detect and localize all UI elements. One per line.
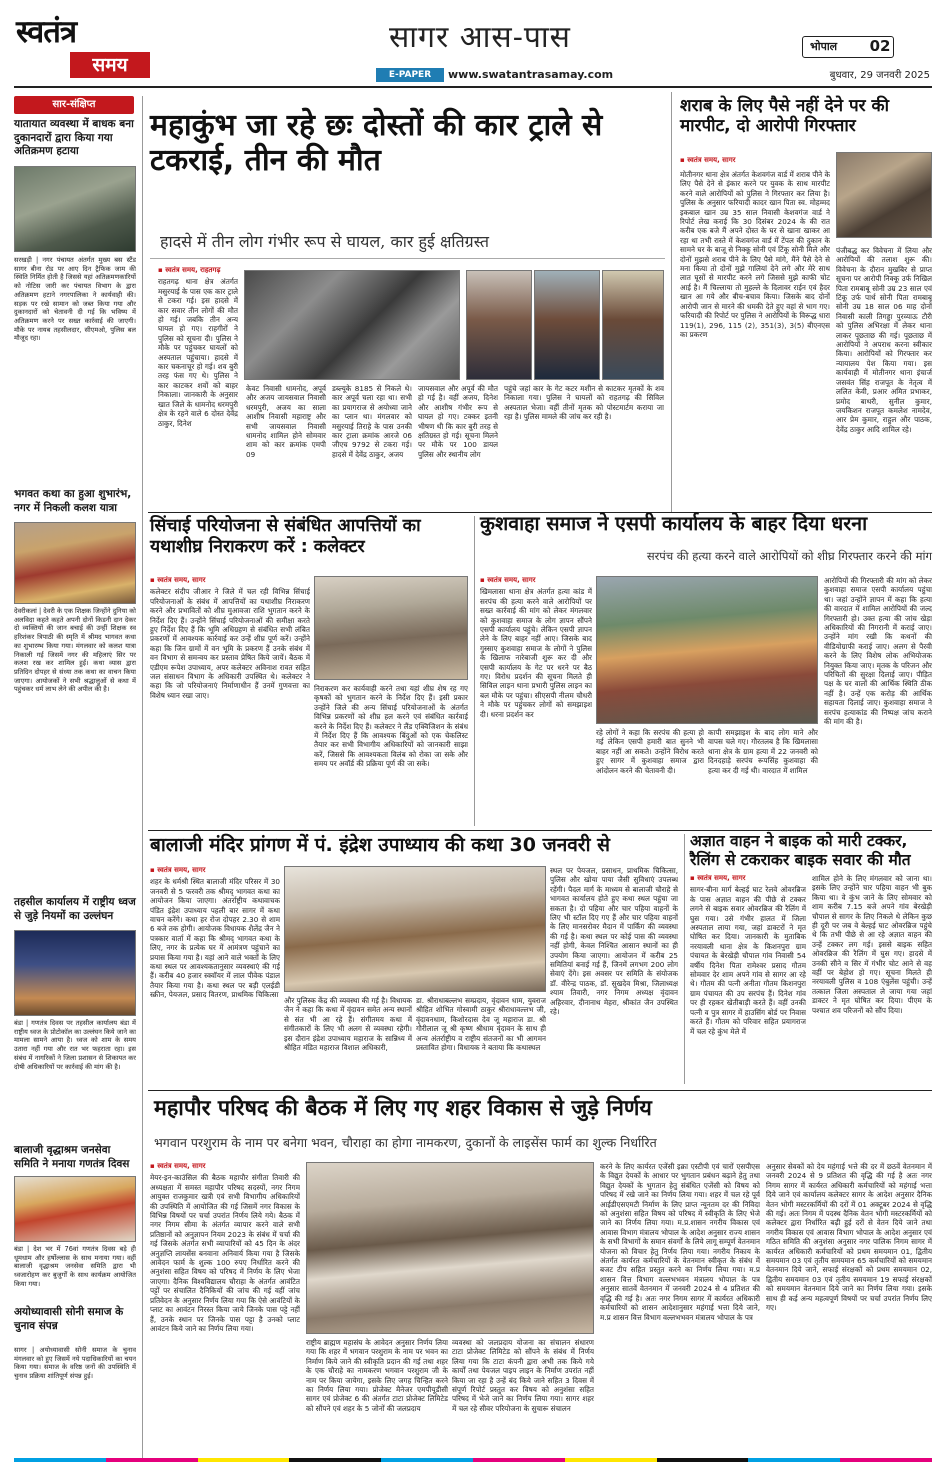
sidebar-photo-kalash-yatra <box>14 522 136 604</box>
article-subhead-kushwaha: सरपंच की हत्या करने वाले आरोपियों को शीघ्र गिरफ्तार करने की मांग <box>646 549 932 563</box>
article-body-sharab-1: मोतीनगर थाना क्षेत्र अंतर्गत केशवगंज वार्ड में शराब पीने के लिए पैसे देने से इंकार करने पर युवक के साथ मारपीट करने वाले आरोपियों को पुलिस ने गिरफ्तार कर लिया है। पुलिस के अनुसार फरियादी कादर खान पिता स्व. मोहम्मद इकबाल खान उम्र 35 साल निवासी केशवगंज वार्ड ने रिपोर्ट लेख कराई कि 30 दिसंबर 2024 के की रात करीब एक बजे मैं अपने दोस्त के घर से खाना खाकर आ रहा था तभी रास्ते में केशवगंज वार्ड में टेंपल की दुकान के सामने घर के बाजू से निक्कू सोनी एवं टिंकू सोनी मिले और दोनों मुझसे शराब पीने के लिए पैसे मांगे, मैंने पैसे देने से मना किया तो दोनों मुझे गालियां देने लगे और मेरे साथ लात घूसों से मारपीट करने लगे जिससे मुझे काफी चोट आई है। मैं चिल्लाया तो मुहल्ले के दिलावर राईन एवं हैदर खान आ गये और बीच-बचाव किया। जिसके बाद दोनों आरोपी जान से मारने की धमकी देते हुए वहां से भाग गए। फरियादी की रिपोर्ट पर पुलिस ने आरोपियों के विरूद्ध धारा 119(1), 296, 115 (2), 351(3), 3(5) बीएनएस का प्रकरण <box>680 170 830 339</box>
section-rule <box>148 830 932 831</box>
article-body-mahapour-3: व्यवस्था को जलप्रदाय योजना का संचालन संधारण टाटा प्रोजेक्ट लिमिटेड को सौंपने के संबंध में निर्णय लिया गया कि टाटा कंपनी द्वारा अभी तक किये गये कार्यों तथा पेयजल पाइप लाइन के निर्माण उपरांत नहीं किया जा रहा है उन्हें बंद किये जाने सहित 3 दिवस में संपूर्ण रिपोर्ट प्रस्तुत कर विषय को अनुशंसा सहित परिषद में भेजे जाने का निर्णय लिया गया। सागर शहर में चल रहे सीवर परियोजना के सुचारू संचालन <box>452 1338 594 1413</box>
edition-label: भोपाल <box>802 36 894 58</box>
dateline: बुधवार, 29 जनवरी 2025 <box>829 70 930 81</box>
epaper-badge: E-PAPER <box>376 68 444 82</box>
article-body-balaji-4: स्थल पर पेयजल, प्रसाधन, प्राथमिक चिकित्सा, पुलिस और खोया पाया जैसी सुविधाएं उपलब्ध रहेंगी। पैदल मार्ग के माध्यम से बालाजी चौराहे से भागवत कार्यालय होते हुए कथा स्थल पहुंचा जा सकता है। दो पहिया और चार पहिया वाहनों के लिए भी स्टॉल दिए गए हैं और चार पहिया वाहनों के लिए मानसरोवर मैदान में पार्किंग की व्यवस्था की गई है। कथा स्थल पर कोई पास की व्यवस्था नहीं होगी, केवल निश्चित आसान स्थानों का ही उपयोग किया जाएगा। आयोजन में करीब 25 समितियां बनाई गई हैं, जिनमें लगभग 200 लोग सेवाएं देंगे। इस अवसर पर समिति के संयोजक डॉ. वीरेन्द्र पाठक, डॉ. सुखदेव मिश्रा, जिलाध्यक्ष श्याम तिवारी, नगर निगम अध्यक्ष वृंदावन अहिरवार, दीनानाथ मेहरा, श्रीकांत जैन उपस्थित रहे। <box>550 866 678 1017</box>
rule <box>150 258 665 259</box>
sidebar-photo-encroachment <box>14 166 136 252</box>
article-body-balaji-3: डा. श्रीराधाबल्लभ सम्प्रदाय, वृंदावन धाम, युवराज श्रीहित शोभित गोस्वामी ठाकुर श्रीराधावल्लभ जी, वृंदावनधाम, किशोरदास देव जू महाराज डा. श्री गौरीलाल जू श्री कृष्ण श्रीधाम वृंदावन के साथ ही अन्य अंतर्राष्ट्रीय व राष्ट्रीय संतजनों का भी आगमन प्रस्तावित होगा। विधायक ने बताया कि कथास्थल <box>416 996 546 1053</box>
sidebar-tag: सार-संक्षिप्त <box>14 96 134 114</box>
photo-victim-1 <box>466 270 532 380</box>
article-headline-mahakumbh[interactable]: महाकुंभ जा रहे छः दोस्तों की कार ट्राले से टकराई, तीन की मौत <box>150 108 603 179</box>
sidebar-body-1: सरखड़ी | नगर पंचायत अंतर्गत मुख्य बस स्टैंड सागर बीना रोड पर आए दिन ट्रैफिक जाम की स्थिति निर्मित होती है जिससे यहां अतिक्रमणकारियों को नोटिस जारी कर पंचायत विभाग के द्वारा अतिक्रमण हटाने नगरपालिका ने कार्यवाही की। सड़क पर रखे सामान को जब्त किया गया और दुकानदारों को चेतावनी दी गई कि भविष्य में अतिक्रमण करने पर सख्त कार्रवाई की जाएगी। मौके पर नायब तहसीलदार, सीएमओ, पुलिस बल मौजूद रहा। <box>14 256 136 343</box>
article-body-mahakumbh-2: केवट निवासी धामनोद, अपूर्व और अजय जायसवाल निवासी धरमपुरी, अजय का साला आशीष निवासी महाराष्ट्र और सभी जायसवाल निवासी धामनोद शामिल होने सोमवार शाम को कार क्रमांक एमपी 09 <box>246 384 326 459</box>
column-divider <box>474 516 475 826</box>
article-byline-sharab: ▪ स्वतंत्र समय, सागर <box>680 156 830 180</box>
article-body-mahakumbh-5: पहुंचे जहां कार के गेट कटर मशीन से काटकर मृतकों के शव निकाला गया। पुलिस ने घायलों को राहतगढ़ की सिविल अस्पताल भेजा। वहीं तीनों मृतक को पोस्टमार्टम कराया जा रहा है। पुलिस मामले की जांच कर रही है। <box>504 384 664 422</box>
sidebar-headline-4[interactable]: बालाजी वृद्धाश्रम जनसेवा समिति ने मनाया गणतंत्र दिवस <box>14 1144 130 1170</box>
article-subhead-mahapour: भगवान परशुराम के नाम पर बनेगा भवन, चौराहा का होगा नामकरण, दुकानों के लाइसेंस फार्म का शुल्क निर्धारित <box>154 1135 657 1150</box>
article-body-mahakumbh-4: जायसवाल और अपूर्व की मौत हो गई है। वहीं अजय, दिनेश और आशीष गंभीर रूप से घायल हो गए। टक्कर इतनी भीषण थी कि कार बुरी तरह से क्षतिग्रस्त हो गई। सूचना मिलने पर मौके पर 100 डायल पुलिस और स्थानीय लोग <box>418 384 498 459</box>
photo-victim-2 <box>534 270 600 380</box>
website-link[interactable]: www.swatantrasamay.com <box>448 68 614 81</box>
section-rule <box>148 1090 932 1091</box>
sidebar-body-4: बंडा | देश भर में 76वां गणतंत्र दिवस बड़े ही धूमधाम और हर्षोल्लास के साथ मनाया गया। वहीं बालाजी वृद्धाश्रम जनसेवा समिति द्वारा भी ध्वजारोहण कर बुजुर्गों के साथ कार्यक्रम आयोजित किया गया। <box>14 1245 136 1288</box>
column-divider <box>684 834 685 1084</box>
article-headline-agyat[interactable]: अज्ञात वाहन ने बाइक को मारी टक्कर, रैलिंग से टकराकर बाइक सवार की मौत <box>690 832 911 869</box>
article-body-mahapour-5: अनुसार सेवकों को देय महंगाई भत्ते की दर में छठवें वेतनमान में जनवरी 2024 से 9 प्रतिशत की वृद्धि की गई है अतः नगर निगम सागर में कार्यरत अधिकारी कर्मचारियों को महंगाई भत्ता दिये जाने एवं कार्यालय कलेक्टर सागर के आदेश अनुसार दैनिक वेतन भोगी मस्टरकर्मियों की दरों में 01 अक्टूबर 2024 से वृद्धि की गई। अतः निगम में पदस्थ दैनिक वेतन भोगी मस्टरकर्मियों को कलेक्टर द्वारा निर्धारित बढ़ी हुई दरों से वेतन दिये जाने तथा नगरीय विकास एवं आवास विभाग भोपाल के आदेश अनुसार एवं गठित समिति की अनुशंसा अनुसार नगर पालिक निगम सागर में कार्यरत अधिकारी कर्मचारियों को प्रथम समयमान 01, द्वितीय समयमान 03 एवं तृतीय समयमान 65 कर्मचारियों को समयमान वेतनमान दिये जाने, सफाई संरक्षकों को प्रथम समयमान 02, द्वितीय समयमान 03 एवं तृतीय समयमान 19 सफाई संरक्षकों को समयमान वेतनमान दिये जाने का निर्णय लिया गया। इसके साथ ही कई अन्य महत्वपूर्ण विषयों पर चर्चा उपरांत निर्णय लिए गए। <box>766 1162 932 1313</box>
newspaper-logo-top: स्वतंत्र <box>16 14 77 50</box>
article-body-mahapour-2: राष्ट्रीय ब्राह्मण महासंघ के आवेदन अनुसार निर्णय लिया गया कि शहर में भगवान परशुराम के नाम पर भवन का निर्माण किये जाने की स्वीकृति प्रदान की गई तथा शहर के एक चौराहे का नामकरण भगवान परशुराम जी के नाम पर किया जायेगा, इसके लिए जगह चिन्हित करने का निर्णय लिया गया। प्रोजेक्ट मैनेजर एमपीयूडीसी सागर एवं प्रोजेक्ट 6 की अंतर्गत टाटा प्रोजेक्ट लिमिटेड को सौंपने एवं शहर के 5 जोनों की जलप्रदाय <box>306 1338 448 1413</box>
sidebar-headline-3[interactable]: तहसील कार्यालय में राष्ट्रीय ध्वज से जुड़े नियमों का उल्लंघन <box>14 896 136 922</box>
article-body-kushwaha-3: कापी समझाइश के बाद लोग माने और वापस चले गए। गौरतलब है कि खिमलासा थाना क्षेत्र के ग्राम हत्या में 22 जनवरी को दिनदहाड़े सरपंच रूपसिंह कुशवाहा की हत्या कर दी गई थी। वारदात में शामिल <box>708 728 818 775</box>
article-body-sinchai-2: निराकरण कर कार्यवाही करने तथा यहां शीघ्र शेष रह गए कृषकों को भुगतान करने के निर्देश दिए हैं। इसी प्रकार उन्होंने जिले की अन्य सिंचाई परियोजनाओं के अंतर्गत विभिन्न प्रकरणों को शीघ्र हल करने एवं संबंधित कार्रवाई करने के निर्देश दिए हैं। कलेक्टर ने लैंड एक्विजिशन के संबंध में निर्देश दिए हैं कि आवश्यक बिंदुओं को एक चेकलिस्ट तैयार कर सभी विभागीय अधिकारियों को जानकारी साझा करें, जिससे कि आवश्यकता विलंब को रोका जा सके और समय पर अवॉर्ड की प्रक्रिया पूर्ण की जा सके। <box>314 684 468 769</box>
article-body-mahakumbh-3: डब्ल्यूके 8185 से निकले थे। कार अपूर्व चला रहा था। सभी का प्रयागराज से अयोध्या जाने का प्लान था। मंगलवार को मसुरयाई तिराहे के पास उनकी कार ट्राला क्रमांक आरजे 06 जीएच 9792 से टकरा गई। हादसे में देवेंद्र ठाकुर, अजय <box>332 384 412 459</box>
photo-dharna <box>596 576 818 724</box>
section-title: सागर आस-पास <box>389 20 571 55</box>
article-headline-balaji[interactable]: बालाजी मंदिर प्रांगण में पं. इंद्रेश उपाध्याय की कथा 30 जनवरी से <box>150 834 610 856</box>
sidebar-photo-tehsil-flag <box>14 930 136 1016</box>
sidebar-headline-5[interactable]: अयोध्यावासी सोनी समाज के चुनाव संपन्न <box>14 1306 124 1332</box>
article-body-kushwaha-2: रहे लोगों ने कहा कि सरपंच की हत्या हो गई लेकिन एसपी हमारी बात सुनने भी बाहर नहीं आ सकते। उन्होंने विरोध करते हुए सागर में कुशवाहा समाज द्वारा आंदोलन करने की चेतावनी दी। <box>596 728 704 775</box>
sidebar-headline-2[interactable]: भगवत कथा का हुआ शुभारंभ, नगर में निकली कलश यात्रा <box>14 488 132 514</box>
page-number: 02 <box>869 37 891 55</box>
article-body-kushwaha-1: ▪ स्वतंत्र समय, सागर खिमलासा थाना क्षेत्र अंतर्गत हत्या कांड में सरपंच की हत्या करने वाले आरोपियों पर सख्त कार्रवाई की मांग को लेकर मंगलवार को कुशवाहा समाज के लोग ज्ञापन सौंपने एसपी कार्यालय पहुंचे। लेकिन एसपी ज्ञापन लेने के लिए बाहर नहीं आए। जिसके बाद गुस्साए कुशवाहा समाज के लोगों ने पुलिस के खिलाफ नारेबाजी शुरू कर दी और एसपी कार्यालय के गेट पर धरने पर बैठ गए। विरोध प्रदर्शन की सूचना मिलते ही सिविल लाइन थाना प्रभारी पुलिस लाइन का बल मौके पर पहुंचा। सीएसपी नीलम चौधरी ने मौके पर पहुंचकर लोगों को समझाइश दी। धरना प्रदर्शन कर <box>480 576 592 826</box>
article-headline-mahapour[interactable]: महापौर परिषद की बैठक में लिए गए शहर विकास से जुड़े निर्णय <box>154 1096 652 1121</box>
article-body-agyat-1: ▪ स्वतंत्र समय, सागर सागर-बीना मार्ग बेल्हई घाट रेलवे ओवरब्रिज के पास अज्ञात वाहन की पीछे से टक्कर लगने से बाइक सवार ओवरब्रिज की रैलिंग में घुस गया। उसे गंभीर हालत में जिला अस्पताल लाया गया, जहां डाक्टरों ने मृत घोषित कर दिया। जानकारी के मुताबिक नरयावली थाना क्षेत्र के किशनपुरा ग्राम पंचायत के बेरखेड़ी चौपाल गांव निवासी 54 वर्षीय दिनेश पिता रामेश्वर प्रसाद गौतम सोमवार देर शाम अपने गांव से सागर आ रहे थे। गौतम की पत्नी अनीता गौतम किशनपुरा ग्राम पंचायत की उप सरपंच हैं। दिनेश गांव पर ही रहकर खेतीबाड़ी करते हैं। वहीं उनकी पत्नी व पुत्र सागर में हाउसिंग बोर्ड पर निवास करते हैं। गौतम को परिवार सहित प्रयागराज में चल रहे कुंभ मेले में <box>690 874 806 1084</box>
photo-press-conference <box>284 866 546 992</box>
article-body-sinchai-1: ▪ स्वतंत्र समय, सागर कलेक्टर संदीप जीआर ने जिले में चल रही विभिन्न सिंचाई परियोजनाओं के संबंध में आपत्तियों का यथाशीघ्र निराकरण करने और प्रभावितों को शीघ्र मुआवजा राशि भुगतान करने के निर्देश दिए हैं। उन्होंने सिंचाई परियोजनाओं की समीक्षा करते हुए निर्देश दिए हैं कि भूमि अधिग्रहण से संबंधित सभी लंबित प्रकरणों में आवश्यक कार्रवाई कर उन्हें शीघ्र पूर्ण करें। उन्होंने कहा कि जिन ग्रामों में वन भूमि के प्रकरण हैं उनके संबंध में वन विभाग से समन्वय कर प्रस्ताव प्रेषित किये जायें। बैठक में एडीएम रूपेश उपाध्याय, अपर कलेक्टर अविनाश रावत सहित जल संसाधन विभाग के अधिकारी उपस्थित थे। कलेक्टर ने कहा कि जो परियोजनाएं निर्माणाधीन हैं उनमें गुणवत्ता का विशेष ध्यान रखा जाए। <box>150 576 310 826</box>
masthead-rule <box>14 86 932 88</box>
article-body-mahapour-1: ▪ स्वतंत्र समय, सागर मेयर-इन-काउंसिल की बैठक महापौर संगीता तिवारी की अध्यक्षता में समस्त महापौर परिषद सदस्यों, नगर निगम आयुक्त राजकुमार खत्री एवं सभी विभागीय अधिकारियों की उपस्थिति में आयोजित की गई जिसमें नगर विकास के विभिन्न विषयों पर चर्चा उपरांत निर्णय लिये गये। बैठक में नगर निगम सीमा के अंतर्गत व्यापार करने वाले सभी प्रतिष्ठानों को अनुज्ञापन नियम 2023 के संबंध में चर्चा की गई जिसके अंतर्गत सभी व्यापारियों को 45 दिन के अंदर अनुज्ञप्ति लायसेंस बनवाना अनिवार्य किया गया है जिसके आवेदन फार्म के शुल्क 100 रुपए निर्धारित करने की अनुशंसा सहित विषय को परिषद में निर्णय के लिए भेजा जाएगा। दैनिक विश्वविद्यालय चौराहा के अंतर्गत आवंटित पट्टों पर संचालित दैनिकियों की जांच की गई वहीं जांच प्रतिवेदन के अनुसार निर्णय लिया गया कि ऐसे आवंटियों के प्लाट का आवंटन निरस्त किया जाये जिनके पास पट्टे नहीं हैं, उनके स्थान पर जिनके पास पट्टा है उनको प्लाट आवंटन किये जाने का निर्णय लिया गया। <box>150 1162 300 1454</box>
article-headline-sharab[interactable]: शराब के लिए पैसे नहीं देने पर की मारपीट, दो आरोपी गिरफ्तार <box>680 96 889 137</box>
sidebar-divider <box>142 96 143 1458</box>
article-headline-kushwaha[interactable]: कुशवाहा समाज ने एसपी कार्यालय के बाहर दिया धरना <box>480 512 868 535</box>
photo-collector-meeting <box>314 576 468 680</box>
article-body-balaji-1: ▪ स्वतंत्र समय, सागर शहर के धर्मश्री स्थित बालाजी मंदिर परिसर में 30 जनवरी से 5 फरवरी तक श्रीमद् भागवत कथा का आयोजन किया जाएगा। अंतर्राष्ट्रीय कथावाचक पंडित इंद्रेश उपाध्याय पहली बार सागर में कथा वाचन करेंगे। कथा हर रोज दोपहर 2.30 से शाम 6 बजे तक होगी। आयोजक विधायक शैलेंद्र जैन ने पत्रकार वार्ता में कहा कि श्रीमद् भागवत कथा के लिए, नगर के प्रत्येक घर में आमंत्रण पहुंचाने का प्रयास किया गया है। यहां आने वाले भक्तों के लिए कथा स्थल पर आवश्यकतानुसार व्यवस्थाएं की गई हैं। करीब 40 हजार स्क्वॉयर में लाल पीवेक पंडाल तैयार किया गया है। कथा स्थल पर बड़ी एलईडी स्क्रीन, पेयजल, प्रसाद वितरण, प्राथमिक चिकित्सा <box>150 866 280 1084</box>
article-body-agyat-2: शामिल होने के लिए मंगलवार को जाना था। इसके लिए उन्होंने चार पहिया वाहन भी बुक किया था। वे कुंभ जाने के लिए सोमवार को शाम करीब 7.15 बजे अपने गांव बेरखेड़ी चौपाल से सागर के लिए निकले थे लेकिन कुछ ही दूरी पर जब वे बेल्हई घाट ओवरब्रिज पहुंचे थे कि तभी पीछे से आ रहे अज्ञात वाहन की उन्हें टक्कर लग गई। इससे बाइक सहित ओवरब्रिज की रैलिंग में घुस गए। हादसे में उनकी सीने व सिर में गंभीर चोट आने से वह वहीं पर बेहोश हो गए। सूचना मिलते ही नरयावली पुलिस व 108 एंबुलेंस पहुंची। उन्हें तत्काल जिला अस्पताल ले जाया गया जहां डाक्टर ने मृत घोषित कर दिया। पीएम के पश्चात शव परिजनों को सौंप दिया। <box>812 874 932 1015</box>
newspaper-logo-bottom: समय <box>70 52 150 78</box>
article-body-kushwaha-4: आरोपियों की गिरफ्तारी की मांग को लेकर कुशवाहा समाज एसपी कार्यालय पहुंचा था। जहां उन्होंने ज्ञापन में कहा कि हत्या की वारदात में शामिल आरोपियों की जल्द गिरफ्तारी हो। उक्त हत्या की जांच खेड़ा अधिकारियों की निगरानी में कराई जाए। उन्होंने मांग रखी कि कथनों की वीडियोग्राफी कराई जाए। अलग से पैरवी करने के लिए विशेष लोक अभियोजक नियुक्त किया जाए। मृतक के परिजन और परिचितों की सुरक्षा दिलाई जाए। पीड़ित पक्ष के घर वालों की आर्थिक स्थिति ठीक नहीं है। उन्हें एक करोड़ की आर्थिक सहायता दिलाई जाए। कुशवाहा समाज ने सरपंच हत्याकांड की निष्पक्ष जांच कराने की मांग की है। <box>824 576 932 727</box>
print-color-bar <box>14 1458 932 1462</box>
article-body-balaji-2: और पुलिस्क केंद्र की व्यवस्था की गई है। विधायक जैन ने कहा कि कथा में वृंदावन समेत अन्य स्थानों से संत भी आ रहे हैं। संगीतमय कथा में संगीतकारों के लिए भी अलग से व्यवस्था रहेगी। इस दौरान इंद्रेश उपाध्याय महाराज के सान्निध्य में श्रीहित मंडित महाराज विशाल अधिकारी, <box>284 996 412 1053</box>
sidebar-photo-vriddhashram <box>14 1176 136 1242</box>
article-body-mahapour-4: करने के लिए कार्यरत एजेंसी इक्रा एस्टीपी एवं चारों एसपीएस के विद्युत देयकों के आधार पर भुगतान प्रबंधन बढ़ाने हेतु तथा विद्युत देयकों के भुगतान हेतु संबंधित एजेंसी को विषय को परिषद में रखे जाने का निर्णय लिया गया। शहर में चल रहे पूर्व आईडीएसएमटी निर्माण के लिए प्राप्त न्यूनतम दर की निविदा को अनुशंसा सहित विषय को परिषद में स्वीकृति के लिए भेजे जाने का निर्णय लिया गया। म.प्र.शासन नगरीय विकास एवं आवास विभाग मंत्रालय भोपाल के आदेश अनुसार राज्य शासन के सभी विभागों के समान संवर्गों के लिये लागू सम्पूर्ण वेतनमान योजना को विचार हेतु निर्णय लिया गया। नगरीय निकाय के अंतर्गत कार्यरत कर्मचारियों के वेतनमान स्वीकृत के संबंध में बजट टीप सहित प्रस्तुत करने का निर्णय लिया गया। म.प्र शासन वित्त विभाग वल्लभभवन मंत्रालय भोपाल के पत्र अनुसार सातवें वेतनमान में जनवरी 2024 से 4 प्रतिशत की वृद्धि की गई है। अतः नगर निगम सागर में कार्यरत अधिकारी कर्मचारियों को शासन आदेशानुसार महंगाई भत्ता दिये जाने, म.प्र शासन वित्त विभाग वल्लभभवन मंत्रालय भोपाल के पत्र <box>600 1162 760 1322</box>
sidebar-body-2: देवरीकलां | देवरी के एक शिक्षक जिन्होंने दुनिया को अलविदा कहते कहते अपनी दोनों किडनी दान देकर दो व्यक्तियों की जान बचाई की उन्हीं शिक्षक स्व हरिशंकर त्रिपाठी की स्मृति में श्रीमद भागवत कथा का शुभारम्भ किया गया। मंगलवार को कलश यात्रा निकाली गई जिसमें नगर की महिलाएं सिर पर कलश रख कर शामिल हुईं। कथा व्यास द्वारा प्रतिदिन दोपहर से संध्या तक कथा का वाचन किया जाएगा। आयोजकों ने सभी श्रद्धालुओं से कथा में पहुंचकर धर्म लाभ लेने की अपील की है। <box>14 607 136 694</box>
article-subhead-mahakumbh: हादसे में तीन लोग गंभीर रूप से घायल, कार हुई क्षतिग्रस्त <box>160 232 490 251</box>
photo-accused <box>836 152 932 238</box>
sidebar-body-3: बंडा | गणतंत्र दिवस पर तहसील कार्यालय बंडा में राष्ट्रीय ध्वज के प्रोटोकॉल का उल्लंघन किये जाने का मामला सामने आया है। ध्वज को शाम के समय उतारा नहीं गया और रात भर फहराता रहा। इस संबंध में नागरिकों ने जिला प्रशासन से शिकायत कर दोषी अधिकारियों पर कार्रवाई की मांग की है। <box>14 1019 136 1071</box>
article-body-mahakumbh-1: ▪ स्वतंत्र समय, राहतगढ़ राहतगढ़ थाना क्षेत्र अंतर्गत मसुरयाई के पास एक कार ट्राले से टकरा गई। इस हादसे में कार सवार तीन लोगों की मौत हो गई। जबकि तीन अन्य घायल हो गए। राहगीरों ने पुलिस को सूचना दी। पुलिस ने मौके पर पहुंचकर घायलों को अस्पताल पहुंचाया। हादसे में कार चकनाचूर हो गई। शव बुरी तरह फंस गए थे। पुलिस ने कार काटकर शवों को बाहर निकाला। जानकारी के अनुसार खात जिले के धामनोद धरमपुरी क्षेत्र के रहने वाले 6 दोस्त देवेंद्र ठाकुर, दिनेश <box>158 266 238 506</box>
photo-victim-3 <box>602 270 664 380</box>
article-body-sharab-2: पंजीबद्ध कर विवेचना में लिया और आरोपियों की तलाश शुरू की। विवेचना के दौरान मुखबिर से प्राप्त सूचना पर आरोपी निक्कू उर्फ निखिल पिता रामबाबू सोनी उम्र 23 साल एवं टिंकू उर्फ पार्थ सोनी पिता रामबाबू सोनी उम्र 18 साल 06 माह दोनों निवासी काली तिगड्डा पुरव्याऊ टौरी को पुलिस अभिरक्षा में लेकर थाना लाकर पूछताछ की गई। पूछताछ में आरोपियों ने अपराध करना स्वीकार किया। आरोपियों को गिरफ्तार कर न्यायालय पेश किया गया। इस कार्यवाही में मोतीनगर थाना इंचार्ज जसवंत सिंह राजपूत के नेतृत्व में ललित केवी, प्रआर अमित प्रभाकर, प्रमोद बाथरी, सुनील कुमार, जयकिशन राजपूत कमलेश नामदेव, आर प्रेम कुमार, राहुल और पाठक, देवेंद्र ठाकुर आदि शामिल रहे। <box>836 246 932 434</box>
byline: ▪ स्वतंत्र समय, राहतगढ़ <box>158 266 238 275</box>
sidebar-body-5: सागर | अयोध्यावासी सोनी समाज के चुनाव मंगलवार को हुए जिसमें नये पदाधिकारियों का चयन किया गया। समाज के वरिष्ठ जनों की उपस्थिति में चुनाव प्रक्रिया शांतिपूर्ण संपन्न हुई। <box>14 1346 136 1381</box>
column-divider <box>671 92 672 512</box>
photo-crashed-car <box>244 270 460 380</box>
photo-mayor-council-meeting <box>306 1162 594 1334</box>
article-headline-sinchai[interactable]: सिंचाई परियोजना से संबंधित आपत्तियों का यथाशीघ्र निराकरण करें : कलेक्टर <box>150 516 421 557</box>
sidebar-headline-1[interactable]: यातायात व्यवस्था में बाधक बना दुकानदारों द्वारा किया गया अतिक्रमण हटाया <box>14 118 134 157</box>
